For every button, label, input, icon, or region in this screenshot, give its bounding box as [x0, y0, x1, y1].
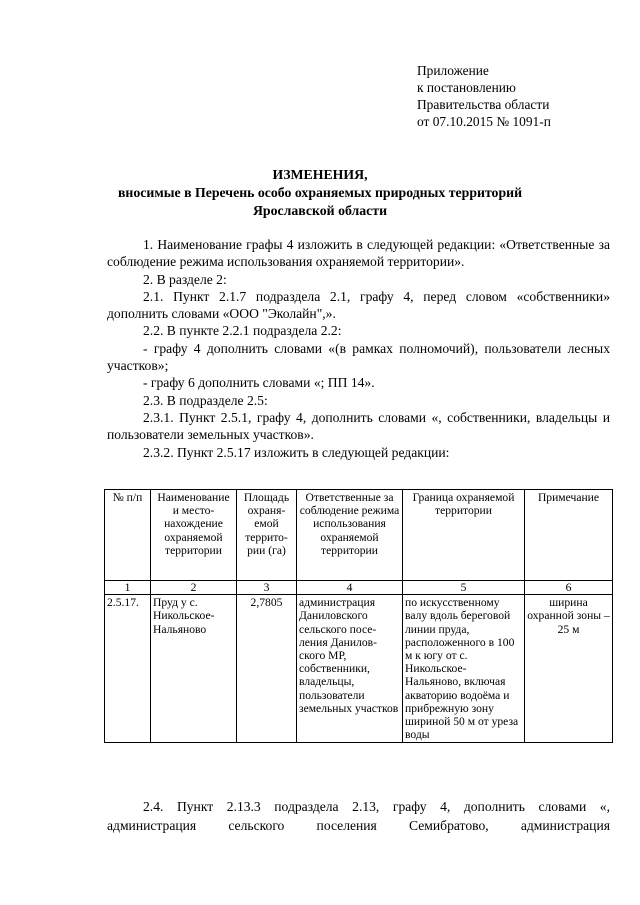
table-header-cell: № п/п	[105, 490, 151, 581]
column-number-cell: 3	[237, 581, 297, 595]
paragraph: 2.3.1. Пункт 2.5.1, графу 4, дополнить словами «, собственники, владельцы и пользователи земельных участков».	[107, 409, 610, 443]
document-heading	[100, 166, 540, 220]
paragraph: 2. В разделе 2:	[143, 271, 227, 287]
table-column-number-row	[105, 581, 613, 595]
body-text-continued	[107, 797, 610, 835]
protected-areas-table	[104, 489, 613, 743]
table-header-cell: Ответственные за соблюдение режима использования охраняемой территории	[297, 490, 403, 581]
table-cell: 2.5.17.	[105, 595, 151, 743]
table-cell: администрация Даниловского сельского посе-ления Данилов-ского МР, собственники, владельцы, пользователи земельных участков	[297, 595, 403, 743]
column-number-cell: 5	[403, 581, 525, 595]
appendix-note	[417, 62, 551, 130]
body-text	[107, 236, 610, 461]
table-header-cell: Примечание	[525, 490, 613, 581]
appendix-line: Приложение	[417, 63, 489, 78]
column-number-cell: 4	[297, 581, 403, 595]
table-header-cell: Граница охраняемой территории	[403, 490, 525, 581]
heading-line: вносимые в Перечень особо охраняемых природных территорий	[117, 185, 523, 200]
paragraph: 2.1. Пункт 2.1.7 подраздела 2.1, графу 4, перед словом «собственники» дополнить словами «ООО "Эколайн",».	[107, 288, 610, 322]
paragraph: - графу 6 дополнить словами «; ПП 14».	[143, 375, 375, 391]
paragraph: 2.3. В подразделе 2.5:	[143, 392, 268, 408]
table-header-cell: Наименование и место-нахождение охраняемой территории	[151, 490, 237, 581]
appendix-line: к постановлению	[417, 80, 516, 95]
table-cell: 2,7805	[237, 595, 297, 743]
paragraph: - графу 4 дополнить словами «(в рамках полномочий), пользователи лесных участков»;	[107, 340, 610, 374]
heading-line: Ярославской области	[252, 203, 388, 218]
table-row	[105, 595, 613, 743]
paragraph: 1. Наименование графы 4 изложить в следующей редакции: «Ответственные за соблюдение режима использования охраняемой территории».	[107, 237, 610, 270]
table-cell: Пруд у с. Никольское-Нальяново	[151, 595, 237, 743]
column-number-cell: 6	[525, 581, 613, 595]
paragraph: 2.3.2. Пункт 2.5.17 изложить в следующей редакции:	[143, 444, 450, 460]
appendix-line: Правительства области	[417, 97, 550, 112]
table-cell: по искусственному валу вдоль береговой линии пруда, расположенного в 100 м к югу от с. Никольское-Нальяново, включая акваторию водоёма и прибрежную зону шириной 50 м от уреза воды	[403, 595, 525, 743]
column-number-cell: 1	[105, 581, 151, 595]
table-cell: ширина охранной зоны – 25 м	[525, 595, 613, 743]
heading-title: ИЗМЕНЕНИЯ,	[272, 167, 368, 182]
column-number-cell: 2	[151, 581, 237, 595]
paragraph: 2.4. Пункт 2.13.3 подраздела 2.13, графу 4, дополнить словами «, администрация сельского поселения Семибратово, администрация	[107, 799, 610, 833]
table-header-cell: Площадь охраня-емой террито-рии (га)	[237, 490, 297, 581]
table-header-row	[105, 490, 613, 581]
paragraph: 2.2. В пункте 2.2.1 подраздела 2.2:	[143, 323, 342, 339]
appendix-line: от 07.10.2015 № 1091-п	[417, 114, 551, 129]
